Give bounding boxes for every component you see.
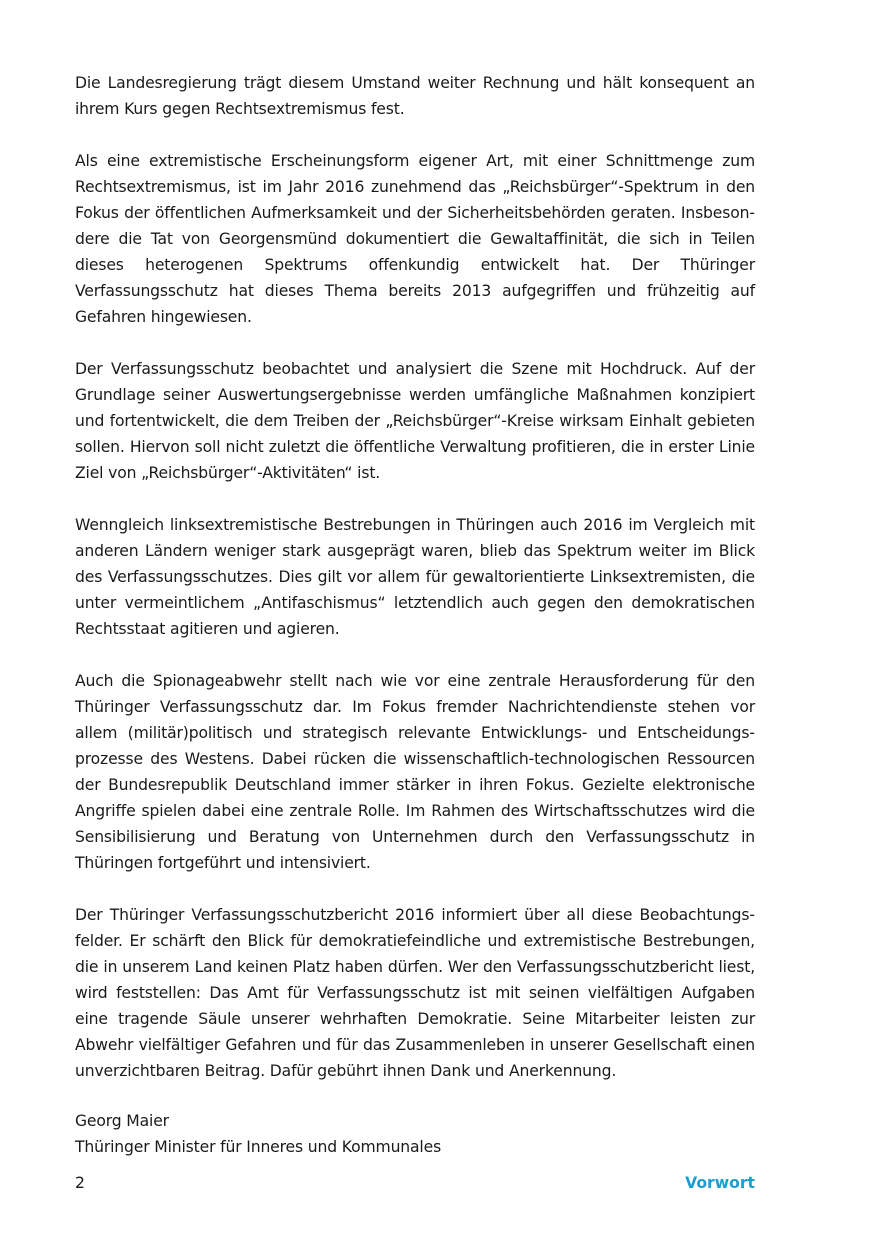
paragraph-2: Als eine extremistische Erscheinungsform eigener Art, mit einer Schnittmenge zum Rechtsextremismus, ist im Jahr 2016 zunehmend das „Reichsbürger“-Spektrum in den Fokus der öffentlichen Aufmerksamkeit und der Sicherheitsbehörden geraten. Insbesondere die Tat von Georgensmünd dokumentiert die Gewaltaffinität, die sich in Teilen dieses heterogenen Spektrums offenkundig entwickelt hat. Der Thüringer Verfassungsschutz hat dieses Thema bereits 2013 aufgegriffen und frühzeitig auf Gefahren hingewiesen. xyxy=(75,152,755,326)
page-footer xyxy=(75,1171,755,1195)
paragraph-4: Wenngleich linksextremistische Bestrebungen in Thüringen auch 2016 im Vergleich mit anderen Ländern weniger stark ausgeprägt waren, blieb das Spektrum weiter im Blick des Verfassungsschutzes. Dies gilt vor allem für gewaltorientierte Linksextremisten, die unter vermeintlichem „Antifaschismus“ letztendlich auch gegen den demokratischen Rechtsstaat agitieren und agieren. xyxy=(75,516,755,638)
paragraph-1: Die Landesregierung trägt diesem Umstand weiter Rechnung und hält konsequent an ihrem Kurs gegen Rechtsextremismus fest. xyxy=(75,74,755,118)
signature-block xyxy=(75,1108,755,1160)
document-page xyxy=(75,70,755,1160)
signatory-name: Georg Maier xyxy=(75,1112,169,1130)
section-name: Vorwort xyxy=(685,1174,755,1192)
paragraph-3: Der Verfassungsschutz beobachtet und analysiert die Szene mit Hochdruck. Auf der Grundlage seiner Auswertungsergebnisse werden umfängliche Maßnahmen konzipiert und fortentwickelt, die dem Treiben der „Reichsbürger“-Kreise wirksam Einhalt gebieten sollen. Hiervon soll nicht zuletzt die öffentliche Verwaltung profitieren, die in erster Linie Ziel von „Reichsbürger“-Aktivitäten“ ist. xyxy=(75,360,755,482)
page-number: 2 xyxy=(75,1174,85,1192)
paragraph-5: Auch die Spionageabwehr stellt nach wie vor eine zentrale Herausforderung für den Thüringer Verfassungsschutz dar. Im Fokus fremder Nachrichtendienste stehen vor allem (militär)politisch und strategisch relevante Entwicklungs- und Entscheidungsprozesse des Westens. Dabei rücken die wissenschaftlich-technologischen Ressourcen der Bundesrepublik Deutschland immer stärker in ihren Fokus. Gezielte elektronische Angriffe spielen dabei eine zentrale Rolle. Im Rahmen des Wirtschaftsschutzes wird die Sensibilisierung und Beratung von Unternehmen durch den Verfassungsschutz in Thüringen fortgeführt und intensiviert. xyxy=(75,672,755,872)
signatory-role: Thüringer Minister für Inneres und Kommunales xyxy=(75,1138,442,1156)
paragraph-6: Der Thüringer Verfassungsschutzbericht 2016 informiert über all diese Beobachtungsfelder. Er schärft den Blick für demokratiefeindliche und extremistische Bestrebungen, die in unserem Land keinen Platz haben dürfen. Wer den Verfassungsschutzbericht liest, wird feststellen: Das Amt für Verfassungsschutz ist mit seinen vielfältigen Aufgaben eine tragende Säule unserer wehrhaften Demokratie. Seine Mitarbeiter leisten zur Abwehr vielfältiger Gefahren und für das Zusammenleben in unserer Gesellschaft einen unverzichtbaren Beitrag. Dafür gebührt ihnen Dank und Anerkennung. xyxy=(75,906,755,1080)
